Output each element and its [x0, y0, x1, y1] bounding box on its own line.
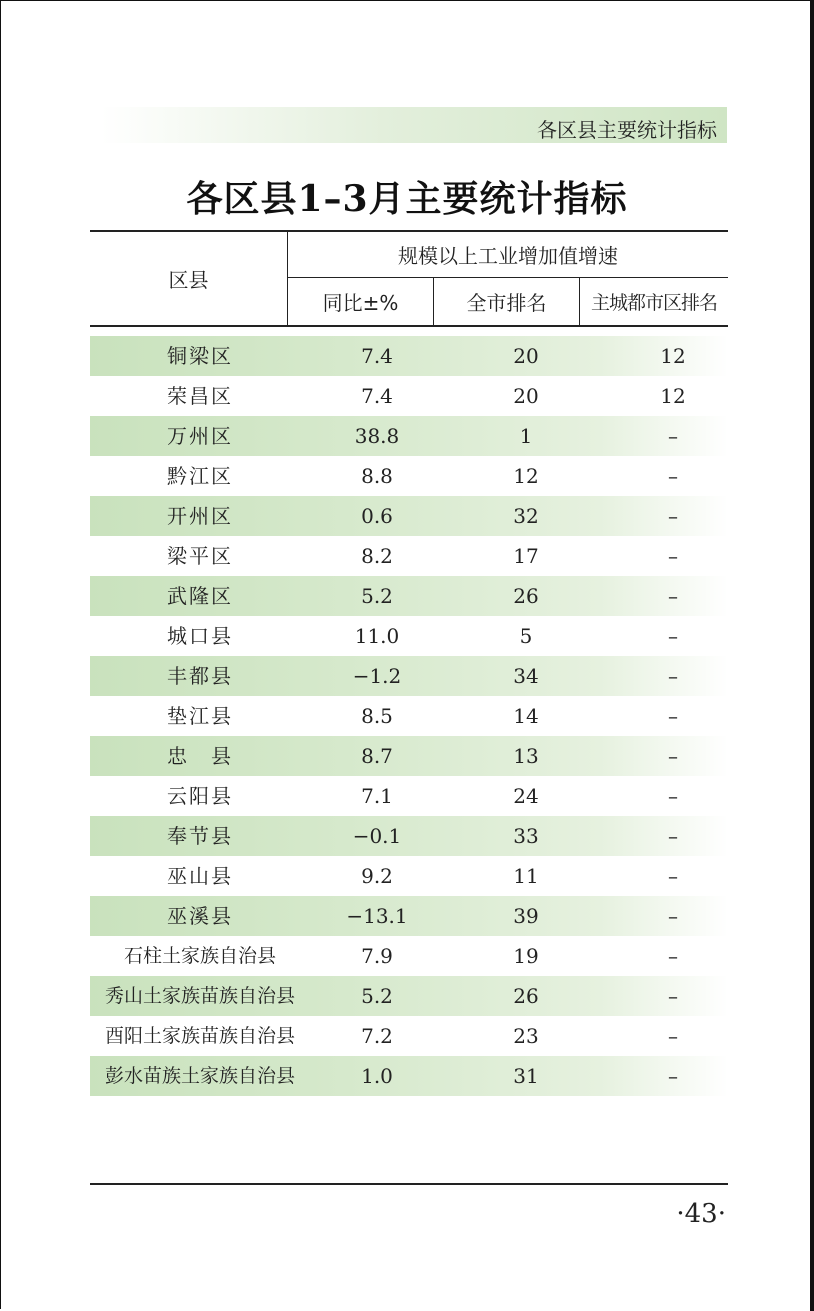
city-rank-cell: 19: [513, 944, 539, 968]
column-header-yoy: 同比±%: [288, 278, 434, 325]
core-rank-cell: 12: [660, 344, 686, 368]
city-rank-cell: 20: [513, 344, 539, 368]
yoy-cell: 7.2: [361, 1024, 393, 1048]
yoy-cell: 8.5: [361, 704, 393, 728]
table-header: [90, 230, 728, 327]
yoy-cell: 11.0: [354, 624, 400, 648]
county-name-cell: 垫江县: [167, 704, 233, 728]
core-rank-cell: –: [668, 744, 678, 768]
core-rank-cell: –: [668, 1024, 678, 1048]
core-rank-cell: –: [668, 1064, 678, 1088]
city-rank-cell: 23: [513, 1024, 539, 1048]
table-row: [90, 376, 728, 416]
city-rank-cell: 11: [513, 864, 539, 888]
footer-rule: [90, 1183, 728, 1185]
city-rank-cell: 17: [513, 544, 539, 568]
city-rank-cell: 39: [513, 904, 539, 928]
yoy-cell: 5.2: [361, 984, 393, 1008]
table-row: [90, 336, 728, 376]
yoy-cell: 9.2: [361, 864, 393, 888]
table-row: [90, 936, 728, 976]
core-rank-cell: –: [668, 864, 678, 888]
core-rank-cell: –: [668, 504, 678, 528]
core-rank-cell: 12: [660, 384, 686, 408]
county-name-cell: 奉节县: [167, 824, 233, 848]
table-row: [90, 696, 728, 736]
table-row: [90, 776, 728, 816]
county-name-cell: 彭水苗族土家族自治县: [104, 1065, 295, 1087]
city-rank-cell: 26: [513, 984, 539, 1008]
core-rank-cell: –: [668, 624, 678, 648]
table-row: [90, 736, 728, 776]
column-header-core-rank: 主城都市区排名: [590, 292, 717, 314]
city-rank-cell: 32: [513, 504, 539, 528]
table-row: [90, 496, 728, 536]
city-rank-cell: 20: [513, 384, 539, 408]
table-row: [90, 656, 728, 696]
county-name-cell: 城口县: [167, 624, 233, 648]
table-row: [90, 896, 728, 936]
county-name-cell: 巫溪县: [167, 904, 233, 928]
city-rank-cell: 14: [513, 704, 539, 728]
county-name-cell: 梁平区: [167, 544, 233, 568]
yoy-cell: −0.1: [352, 824, 402, 848]
county-name-cell: 铜梁区: [167, 344, 233, 368]
county-name-cell: 黔江区: [167, 464, 233, 488]
yoy-cell: 38.8: [354, 424, 400, 448]
page-number: ·43·: [676, 1199, 726, 1229]
core-rank-cell: –: [668, 704, 678, 728]
yoy-cell: −1.2: [352, 664, 402, 688]
yoy-cell: 8.7: [361, 744, 393, 768]
yoy-cell: 7.4: [361, 344, 393, 368]
core-rank-cell: –: [668, 984, 678, 1008]
yoy-cell: 7.4: [361, 384, 393, 408]
yoy-cell: −13.1: [346, 904, 408, 928]
city-rank-cell: 24: [513, 784, 539, 808]
table-body: [90, 336, 728, 1096]
county-name-cell: 万州区: [167, 424, 233, 448]
table-row: [90, 416, 728, 456]
table-row: [90, 536, 728, 576]
yoy-cell: 7.1: [361, 784, 393, 808]
table-row: [90, 576, 728, 616]
city-rank-cell: 5: [519, 624, 533, 648]
core-rank-cell: –: [668, 784, 678, 808]
table-row: [90, 856, 728, 896]
city-rank-cell: 1: [519, 424, 533, 448]
county-name-cell: 巫山县: [167, 864, 233, 888]
yoy-cell: 7.9: [361, 944, 393, 968]
table-row: [90, 456, 728, 496]
city-rank-cell: 26: [513, 584, 539, 608]
table-row: [90, 616, 728, 656]
core-rank-cell: –: [668, 424, 678, 448]
core-rank-cell: –: [668, 944, 678, 968]
yoy-cell: 8.2: [361, 544, 393, 568]
county-name-cell: 荣昌区: [167, 384, 233, 408]
core-rank-cell: –: [668, 824, 678, 848]
county-name-cell: 云阳县: [167, 784, 233, 808]
county-name-cell: 丰都县: [167, 664, 233, 688]
city-rank-cell: 13: [513, 744, 539, 768]
table-row: [90, 1016, 728, 1056]
core-rank-cell: –: [668, 584, 678, 608]
yoy-cell: 8.8: [361, 464, 393, 488]
city-rank-cell: 31: [513, 1064, 539, 1088]
city-rank-cell: 12: [513, 464, 539, 488]
column-header-city-rank: 全市排名: [434, 278, 580, 325]
column-header-county: 区县: [90, 232, 288, 325]
page-title: 各区县1–3月主要统计指标: [186, 178, 628, 220]
county-name-cell: 武隆区: [167, 584, 233, 608]
column-group-header: 规模以上工业增加值增速: [288, 232, 728, 278]
core-rank-cell: –: [668, 664, 678, 688]
yoy-cell: 1.0: [361, 1064, 393, 1088]
core-rank-cell: –: [668, 904, 678, 928]
yoy-cell: 5.2: [361, 584, 393, 608]
county-name-cell: 酉阳土家族苗族自治县: [104, 1025, 295, 1047]
core-rank-cell: –: [668, 464, 678, 488]
county-name-cell: 石柱土家族自治县: [123, 945, 276, 967]
city-rank-cell: 34: [513, 664, 539, 688]
city-rank-cell: 33: [513, 824, 539, 848]
running-header: 各区县主要统计指标: [537, 118, 717, 142]
table-row: [90, 976, 728, 1016]
yoy-cell: 0.6: [361, 504, 393, 528]
table-row: [90, 816, 728, 856]
core-rank-cell: –: [668, 544, 678, 568]
county-name-cell: 秀山土家族苗族自治县: [104, 985, 295, 1007]
county-name-cell: 忠 县: [167, 744, 233, 768]
running-header-band: [101, 107, 727, 143]
county-name-cell: 开州区: [167, 504, 233, 528]
page-edge: [810, 0, 814, 1311]
table-row: [90, 1056, 728, 1096]
